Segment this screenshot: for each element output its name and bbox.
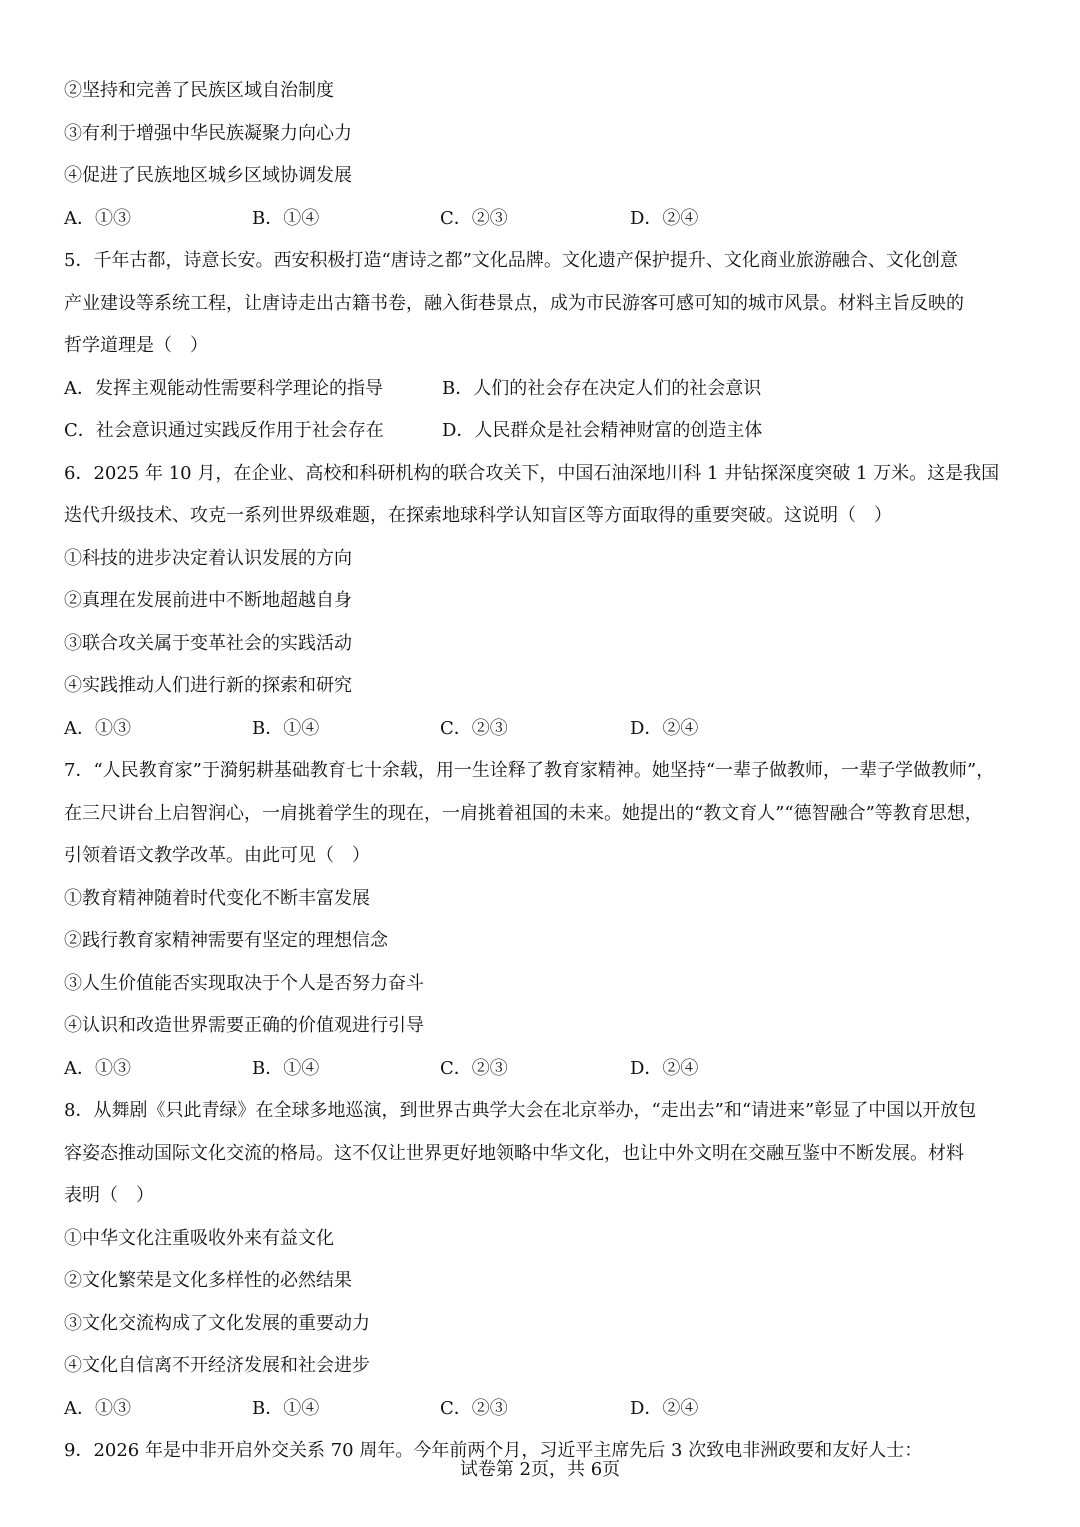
question-text-line: 容姿态推动国际文化交流的格局。这不仅让世界更好地领略中华文化，也让中外文明在交融互鉴中不断发展。材料 [64, 1142, 964, 1164]
statement-2: ②坚持和完善了民族区域自治制度 [64, 80, 334, 101]
options-row [64, 368, 1020, 411]
question-text-line: 7．“人民教育家”于漪躬耕基础教育七十余载，用一生诠释了教育家精神。她坚持“一辈子做教师，一辈子学做教师”， [64, 760, 995, 781]
question-text-line: 9．2026 年是中非开启外交关系 70 周年。今年前两个月，习近平主席先后 3 次致电非洲政要和友好人士： [64, 1440, 923, 1461]
option-c[interactable]: C．②③ [440, 1397, 508, 1419]
option-d[interactable]: D．②④ [630, 207, 699, 229]
question-5 [64, 240, 1020, 453]
statement-3: ③文化交流构成了文化发展的重要动力 [64, 1312, 370, 1334]
question-6 [64, 453, 1020, 751]
statement-3: ③有利于增强中华民族凝聚力向心力 [64, 122, 352, 144]
option-c[interactable]: C．②③ [440, 717, 508, 739]
question-text-line: 产业建设等系统工程，让唐诗走出古籍书卷，融入街巷景点，成为市民游客可感可知的城市风景。材料主旨反映的 [64, 292, 964, 314]
options-row [64, 410, 1020, 453]
options-row [64, 198, 1020, 241]
option-a[interactable]: A．①③ [64, 207, 131, 229]
option-b[interactable]: B．人们的社会存在决定人们的社会意识 [442, 377, 762, 399]
option-a[interactable]: A．①③ [64, 717, 131, 739]
statement-3: ③人生价值能否实现取决于个人是否努力奋斗 [64, 972, 424, 994]
option-a[interactable]: A．①③ [64, 1397, 131, 1419]
statement-1: ①中华文化注重吸收外来有益文化 [64, 1227, 334, 1249]
options-row [64, 1388, 1020, 1431]
statement-2: ②文化繁荣是文化多样性的必然结果 [64, 1270, 352, 1291]
question-text-line: 5．千年古都，诗意长安。西安积极打造“唐诗之都”文化品牌。文化遗产保护提升、文化商业旅游融合、文化创意 [64, 250, 958, 271]
question-text-line: 哲学道理是（ ） [64, 335, 208, 356]
option-a[interactable]: A．发挥主观能动性需要科学理论的指导 [64, 377, 383, 399]
question-text-line: 引领着语文教学改革。由此可见（ ） [64, 845, 370, 866]
question-text-line: 6．2025 年 10 月，在企业、高校和科研机构的联合攻关下，中国石油深地川科 1 井钻探深度突破 1 万米。这是我国 [64, 462, 1000, 484]
options-row [64, 1048, 1020, 1091]
option-d[interactable]: D．②④ [630, 717, 699, 739]
question-4-continued [64, 70, 1020, 240]
question-text-line: 在三尺讲台上启智润心，一肩挑着学生的现在，一肩挑着祖国的未来。她提出的“教文育人”“德智融合”等教育思想， [64, 802, 983, 824]
statement-4: ④促进了民族地区城乡区域协调发展 [64, 165, 352, 186]
option-a[interactable]: A．①③ [64, 1057, 131, 1079]
question-text-line: 8．从舞剧《只此青绿》在全球多地巡演，到世界古典学大会在北京举办，“走出去”和“请进来”彰显了中国以开放包 [64, 1100, 977, 1121]
option-b[interactable]: B．①④ [252, 1057, 320, 1079]
statement-1: ①科技的进步决定着认识发展的方向 [64, 547, 352, 569]
option-c[interactable]: C．社会意识通过实践反作用于社会存在 [64, 420, 384, 441]
statement-3: ③联合攻关属于变革社会的实践活动 [64, 632, 352, 654]
statement-2: ②真理在发展前进中不断地超越自身 [64, 590, 352, 611]
question-text-line: 迭代升级技术、攻克一系列世界级难题，在探索地球科学认知盲区等方面取得的重要突破。这说明（ ） [64, 505, 892, 526]
option-c[interactable]: C．②③ [440, 207, 508, 229]
options-row [64, 708, 1020, 751]
option-d[interactable]: D．②④ [630, 1057, 699, 1079]
page-footer: 试卷第 2页，共 6页 [459, 1459, 621, 1480]
question-7 [64, 750, 1020, 1090]
option-b[interactable]: B．①④ [252, 1397, 320, 1419]
option-d[interactable]: D．②④ [630, 1397, 699, 1419]
statement-2: ②践行教育家精神需要有坚定的理想信念 [64, 930, 388, 951]
statement-4: ④实践推动人们进行新的探索和研究 [64, 675, 352, 696]
statement-4: ④文化自信离不开经济发展和社会进步 [64, 1355, 370, 1376]
option-d[interactable]: D．人民群众是社会精神财富的创造主体 [442, 420, 763, 441]
statement-4: ④认识和改造世界需要正确的价值观进行引导 [64, 1015, 424, 1036]
option-b[interactable]: B．①④ [252, 207, 320, 229]
statement-1: ①教育精神随着时代变化不断丰富发展 [64, 887, 370, 909]
option-b[interactable]: B．①④ [252, 717, 320, 739]
question-text-line: 表明（ ） [64, 1185, 154, 1206]
option-c[interactable]: C．②③ [440, 1057, 508, 1079]
question-8 [64, 1090, 1020, 1430]
